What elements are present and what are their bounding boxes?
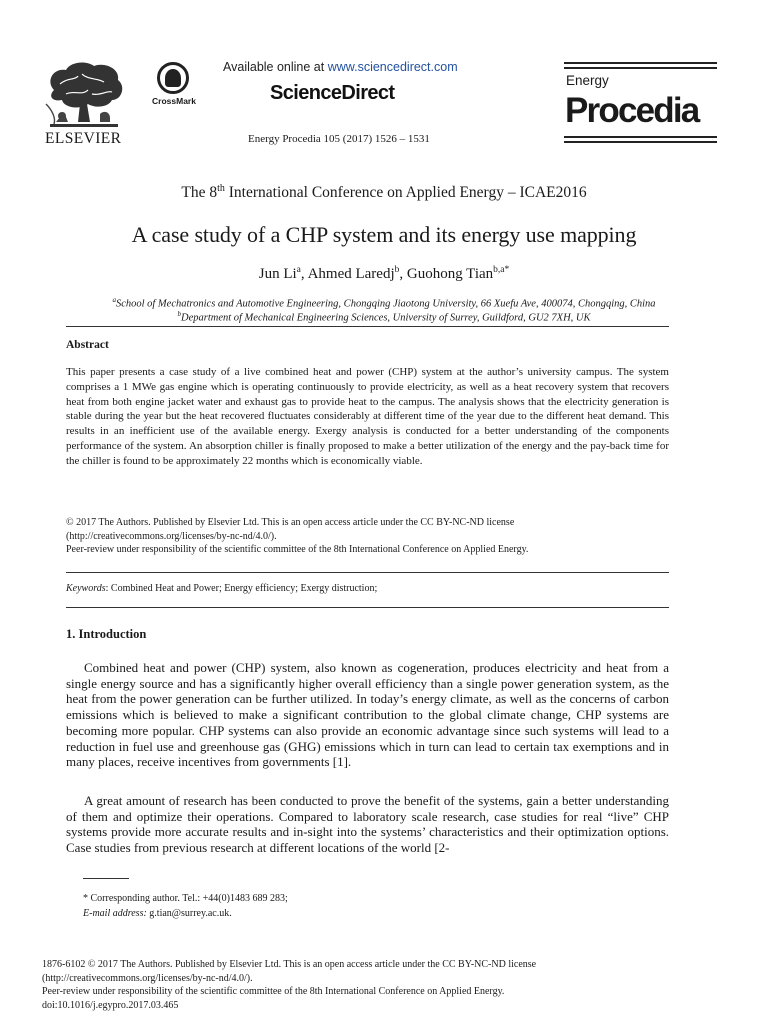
elsevier-logo xyxy=(42,60,126,150)
sciencedirect-wordmark: ScienceDirect xyxy=(270,82,395,104)
paper-title: A case study of a CHP system and its energy use mapping xyxy=(131,222,637,247)
license-link[interactable]: (http://creativecommons.org/licenses/by-nc-nd/4.0/). xyxy=(66,530,277,542)
email-label: E-mail address: xyxy=(83,908,147,919)
abstract-body: This paper presents a case study of a live combined heat and power (CHP) system at the author’s university campus. The system comprises a 1 MWe gas engine which is operating continuously to provide electricity, as well as a heat recovery system that recovers heat from both engine jacket water and exhaust gas to provide heat to the campus. The analysis shows that the electricity generation is stable during the year but the heat recovered fluctuates considerably at different time of the year due to the different heat demand. This results in an inefficient use of the available energy. Exergy analysis is conducted for a better understanding of the components performance of the system. An absorption chiller is finally proposed to make a better utilization of the energy and the pay-back time for the chiller is found to be approximately 22 months which is economically viable. xyxy=(66,366,669,467)
author-affiliation-mark: b,a* xyxy=(493,265,510,275)
masthead-rule xyxy=(564,141,717,143)
affiliation-a xyxy=(0,296,768,310)
author-affiliation-mark: b xyxy=(394,265,400,275)
author-separator: , xyxy=(300,266,308,282)
copyright-notice xyxy=(66,516,669,557)
email-address[interactable]: g.tian@surrey.ac.uk. xyxy=(146,908,232,919)
crossmark-icon xyxy=(157,62,189,94)
keywords-line xyxy=(66,583,377,594)
elsevier-tree-icon xyxy=(42,60,126,130)
author-list xyxy=(0,265,768,283)
copyright-line: © 2017 The Authors. Published by Elsevier Ltd. This is an open access article under the CC BY-NC-ND license xyxy=(66,517,515,528)
introduction-heading: 1. Introduction xyxy=(66,627,147,641)
keywords-label: Keywords xyxy=(66,583,106,594)
doi-link[interactable]: doi:10.1016/j.egypro.2017.03.465 xyxy=(42,999,179,1011)
abstract-heading: Abstract xyxy=(66,339,109,351)
section-divider xyxy=(66,572,669,573)
introduction-paragraph: Combined heat and power (CHP) system, also known as cogeneration, produces electricity and heat from a single energy source and has a significantly higher overall efficiency than a single power generation system, as the heat from the power generation can be further utilized. In today’s energy climate, as well as the concerns of carbon emissions which is believed to make a significant contribution to the global climate change, CHP systems are becoming more popular. CHP systems can also provide an economic advantage since such systems will lead to a reduction in fuel use and greenhouse gas (GHG) emissions which in turn can lead to certain tax exemptions and in many places, receive incentives from governments [1]. xyxy=(66,660,669,770)
publication-footer xyxy=(42,958,642,1012)
journal-brand-energy: Energy xyxy=(566,73,609,88)
author-affiliation-mark: a xyxy=(296,265,301,275)
crossmark-label: CrossMark xyxy=(152,96,196,106)
sciencedirect-link[interactable]: www.sciencedirect.com xyxy=(327,60,458,74)
section-divider xyxy=(66,326,669,327)
crossmark-badge[interactable] xyxy=(151,62,197,112)
affiliation-text: Department of Mechanical Engineering Sciences, University of Surrey, Guildford, GU2 7XH, UK xyxy=(180,312,591,324)
author-name: Guohong Tian xyxy=(406,266,494,282)
author-name: Jun Li xyxy=(258,266,297,282)
journal-brand-procedia: Procedia xyxy=(565,91,699,130)
conference-text: The 8 xyxy=(181,184,218,202)
email-footnote xyxy=(83,908,232,919)
availability-line xyxy=(223,60,463,74)
affiliation-mark: a xyxy=(112,296,116,304)
peer-review-note: Peer-review under responsibility of the scientific committee of the 8th International Conference on Applied Energy. xyxy=(42,986,505,998)
peer-review-note: Peer-review under responsibility of the scientific committee of the 8th International Conference on Applied Energy. xyxy=(66,544,529,555)
author-name: Ahmed Laredj xyxy=(307,266,395,282)
crossmark-bookmark-icon xyxy=(165,69,181,87)
journal-reference: Energy Procedia 105 (2017) 1526 – 1531 xyxy=(248,133,430,145)
introduction-paragraph: A great amount of research has been conducted to prove the benefit of the systems, gain a better understanding of them and optimize their operations. Compared to laboratory scale research, case studies for real “live” CHP systems provide more accurate results and in-sight into the systems’ characteristics and their optimization options. Case studies from previous research at different locations of the world [2- xyxy=(66,793,669,856)
affiliation-mark: b xyxy=(177,310,181,318)
masthead-rule xyxy=(564,67,717,69)
masthead-rule xyxy=(564,62,717,64)
license-link[interactable]: (http://creativecommons.org/licenses/by-nc-nd/4.0/). xyxy=(42,972,253,984)
affiliation-b xyxy=(0,310,768,324)
conference-name xyxy=(0,183,768,202)
corresponding-author-note: * Corresponding author. Tel.: +44(0)1483 689 283; xyxy=(83,893,288,904)
elsevier-wordmark: ELSEVIER xyxy=(45,130,122,147)
section-divider xyxy=(66,607,669,608)
issn-line: 1876-6102 © 2017 The Authors. Published by Elsevier Ltd. This is an open access article under the CC BY-NC-ND license xyxy=(42,959,537,970)
availability-prefix: Available online at xyxy=(223,60,328,74)
conference-text: International Conference on Applied Energy – ICAE2016 xyxy=(224,184,587,202)
footnote-rule xyxy=(83,878,129,879)
keywords-text: : Combined Heat and Power; Energy efficiency; Exergy distruction; xyxy=(105,583,378,594)
conference-ordinal: th xyxy=(217,183,225,194)
author-separator: , xyxy=(399,266,407,282)
affiliation-text: School of Mechatronics and Automotive Engineering, Chongqing Jiaotong University, 66 Xuefu Ave, 400074, Chongqing, China xyxy=(115,298,656,310)
masthead-rule xyxy=(564,136,717,138)
